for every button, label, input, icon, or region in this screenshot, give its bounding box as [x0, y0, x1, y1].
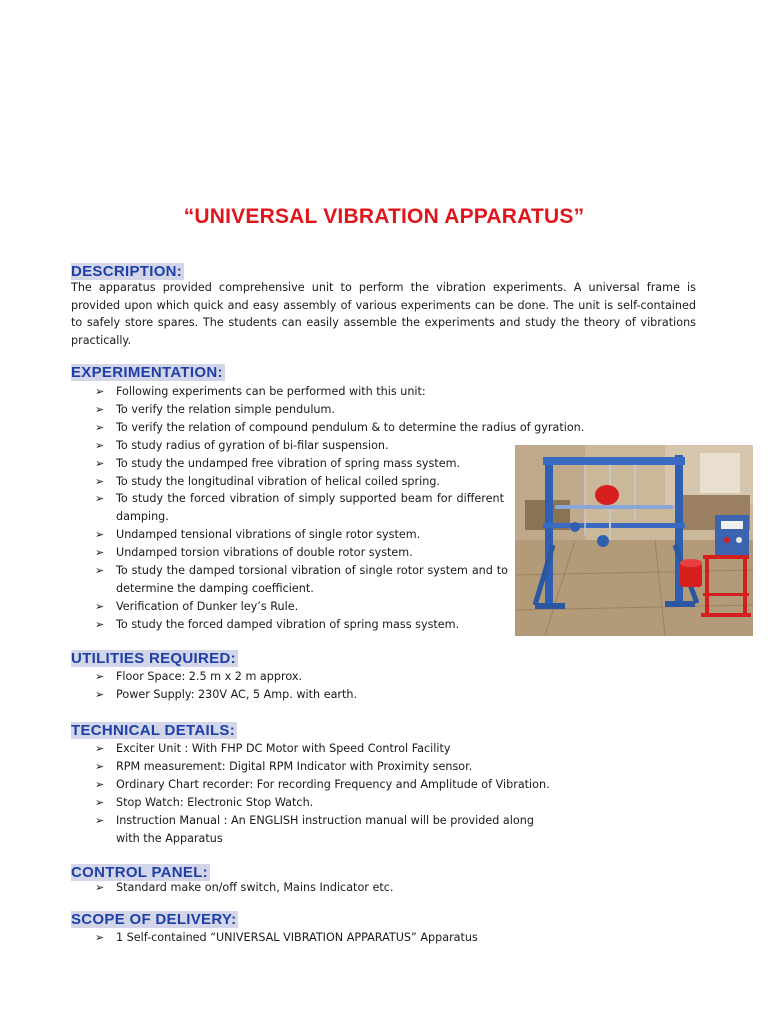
- technical-list: [95, 740, 565, 847]
- experimentation-heading: EXPERIMENTATION:: [71, 364, 223, 381]
- bullet-arrow-icon: ➢: [95, 813, 105, 827]
- control-panel-heading: CONTROL PANEL:: [71, 864, 208, 881]
- bullet-arrow-icon: ➢: [95, 777, 105, 791]
- list-item: ➢ To study the longitudinal vibration of helical coiled spring.: [95, 473, 505, 491]
- list-item: ➢ To study the forced damped vibration of spring mass system.: [95, 616, 505, 634]
- list-item: ➢ Instruction Manual : An ENGLISH instruction manual will be provided along with the Apparatus: [95, 813, 534, 845]
- list-item: ➢ To study radius of gyration of bi-filar suspension.: [95, 437, 505, 455]
- list-item: ➢ Floor Space: 2.5 m x 2 m approx.: [95, 668, 515, 686]
- bullet-arrow-icon: ➢: [95, 687, 105, 701]
- bullet-arrow-icon: ➢: [95, 456, 105, 470]
- list-item: ➢ To study the damped torsional vibration of single rotor system and to determine the damping coefficient.: [95, 564, 508, 595]
- document-title: “UNIVERSAL VIBRATION APPARATUS”: [183, 205, 585, 228]
- bullet-arrow-icon: ➢: [95, 599, 105, 613]
- control-panel-list: [95, 879, 515, 897]
- bullet-arrow-icon: ➢: [95, 931, 105, 944]
- bullet-arrow-icon: ➢: [95, 492, 105, 506]
- list-item: ➢ Stop Watch: Electronic Stop Watch.: [95, 794, 565, 812]
- description-heading: DESCRIPTION:: [71, 263, 183, 280]
- utilities-list: [95, 668, 515, 704]
- list-item: ➢ To verify the relation of compound pendulum & to determine the radius of gyration.: [95, 419, 505, 437]
- list-item: ➢ Power Supply: 230V AC, 5 Amp. with earth.: [95, 686, 515, 704]
- utilities-heading: UTILITIES REQUIRED:: [71, 650, 236, 667]
- list-item: ➢ To verify the relation simple pendulum.: [95, 401, 505, 419]
- scope-list: [95, 929, 555, 947]
- bullet-arrow-icon: ➢: [95, 564, 105, 578]
- list-item: ➢ To study the undamped free vibration of spring mass system.: [95, 455, 505, 473]
- list-item: ➢ Ordinary Chart recorder: For recording Frequency and Amplitude of Vibration.: [95, 776, 565, 794]
- experimentation-list: [95, 383, 585, 634]
- technical-heading: TECHNICAL DETAILS:: [71, 722, 236, 739]
- bullet-arrow-icon: ➢: [95, 438, 105, 452]
- bullet-arrow-icon: ➢: [95, 795, 105, 809]
- apparatus-photo: [515, 445, 753, 636]
- bullet-arrow-icon: ➢: [95, 420, 105, 434]
- list-item: ➢ 1 Self-contained “UNIVERSAL VIBRATION APPARATUS” Apparatus: [95, 929, 555, 947]
- bullet-arrow-icon: ➢: [95, 617, 105, 631]
- list-item: ➢ Following experiments can be performed with this unit:: [95, 383, 505, 401]
- bullet-arrow-icon: ➢: [95, 528, 105, 542]
- bullet-arrow-icon: ➢: [95, 759, 105, 773]
- list-item: ➢ RPM measurement: Digital RPM Indicator with Proximity sensor.: [95, 758, 565, 776]
- bullet-arrow-icon: ➢: [95, 402, 105, 416]
- list-item: ➢ Undamped tensional vibrations of single rotor system.: [95, 526, 505, 544]
- bullet-arrow-icon: ➢: [95, 385, 105, 398]
- bullet-arrow-icon: ➢: [95, 670, 105, 683]
- scope-heading: SCOPE OF DELIVERY:: [71, 911, 237, 928]
- list-item: ➢ Standard make on/off switch, Mains Indicator etc.: [95, 879, 515, 897]
- list-item: ➢ To study the forced vibration of simply supported beam for different damping.: [95, 492, 504, 524]
- bullet-arrow-icon: ➢: [95, 546, 105, 560]
- description-text: The apparatus provided comprehensive unit to perform the vibration experiments. A universal frame is provided upon which quick and easy assembly of various experiments can be done. The unit is self-contained to safely store spares. The students can easily assemble the experiments and study the theory of vibrations practically.: [71, 281, 696, 347]
- bullet-arrow-icon: ➢: [95, 881, 105, 894]
- list-item: ➢ Verification of Dunker ley’s Rule.: [95, 598, 505, 616]
- list-item: ➢ Undamped torsion vibrations of double rotor system.: [95, 544, 505, 562]
- list-item: ➢ Exciter Unit : With FHP DC Motor with Speed Control Facility: [95, 740, 565, 758]
- bullet-arrow-icon: ➢: [95, 742, 105, 755]
- bullet-arrow-icon: ➢: [95, 474, 105, 488]
